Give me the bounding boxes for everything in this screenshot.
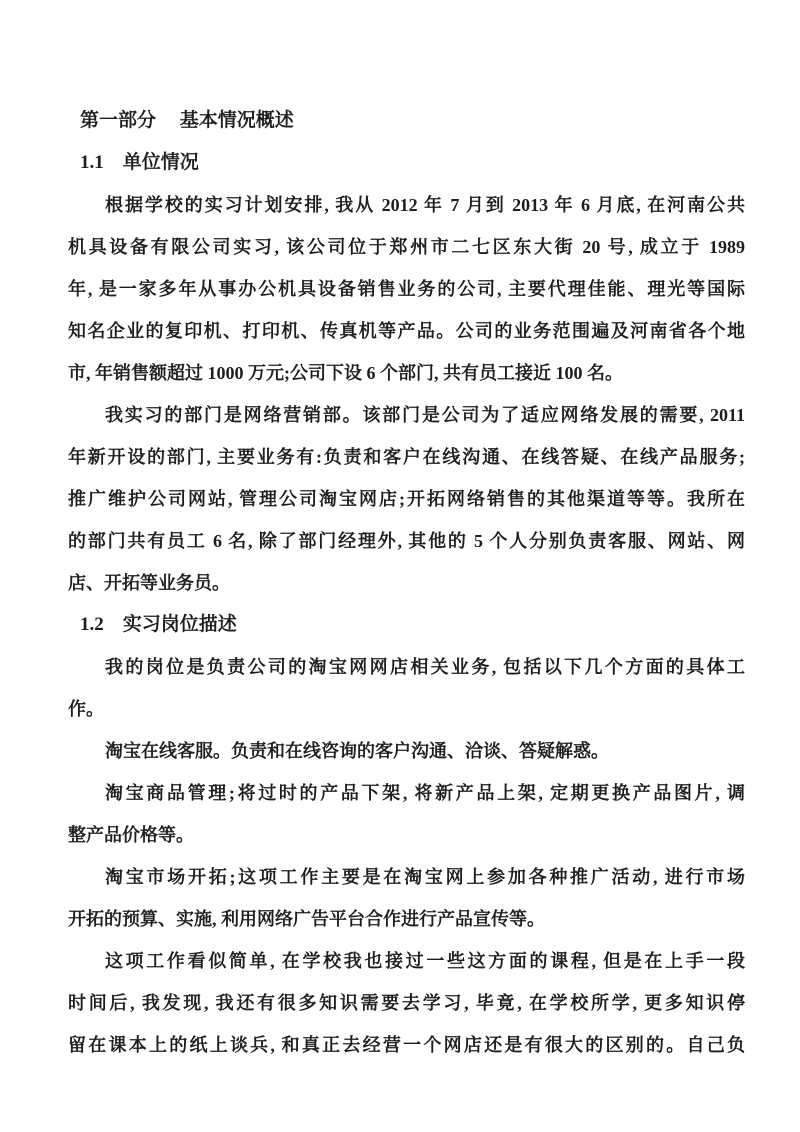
paragraph-line: 市, 年销售额超过 1000 万元;公司下设 6 个部门, 共有员工接近 100 名。 xyxy=(68,363,623,383)
paragraph-line: 推广维护公司网站, 管理公司淘宝网店;开拓网络销售的其他渠道等等。我所在 xyxy=(68,489,745,509)
paragraph-line: 知名企业的复印机、打印机、传真机等产品。公司的业务范围遍及河南省各个地 xyxy=(68,321,745,341)
paragraph-line: 淘宝商品管理;将过时的产品下架, 将新产品上架, 定期更换产品图片, 调 xyxy=(105,783,745,803)
paragraph-line: 作。 xyxy=(68,699,104,719)
paragraph-line: 这项工作看似简单, 在学校我也接过一些这方面的课程, 但是在上手一段 xyxy=(105,951,745,971)
part-heading: 第一部分 基本情况概述 xyxy=(80,110,294,131)
paragraph-line: 店、开拓等业务员。 xyxy=(68,573,230,593)
paragraph-line: 我的岗位是负责公司的淘宝网网店相关业务, 包括以下几个方面的具体工 xyxy=(105,657,745,677)
paragraph-line: 年, 是一家多年从事办公机具设备销售业务的公司, 主要代理佳能、理光等国际 xyxy=(68,279,745,299)
paragraph-line: 年新开设的部门, 主要业务有:负责和客户在线沟通、在线答疑、在线产品服务; xyxy=(68,447,745,467)
paragraph-line: 淘宝在线客服。负责和在线咨询的客户沟通、洽谈、答疑解惑。 xyxy=(105,741,609,761)
section-heading-1-1: 1.1 单位情况 xyxy=(80,152,199,173)
paragraph-line: 整产品价格等。 xyxy=(68,825,194,845)
paragraph-line: 留在课本上的纸上谈兵, 和真正去经营一个网店还是有很大的区别的。自己负 xyxy=(68,1035,745,1055)
document-body xyxy=(68,100,745,1066)
paragraph-line: 的部门共有员工 6 名, 除了部门经理外, 其他的 5 个人分别负责客服、网站、网 xyxy=(68,531,745,551)
paragraph-line: 我实习的部门是网络营销部。该部门是公司为了适应网络发展的需要, 2011 xyxy=(105,405,745,425)
paragraph-line: 根据学校的实习计划安排, 我从 2012 年 7 月到 2013 年 6 月底, 在河南公共 xyxy=(105,195,745,215)
paragraph-line: 机具设备有限公司实习, 该公司位于郑州市二七区东大街 20 号, 成立于 1989 xyxy=(68,237,745,257)
paragraph-line: 淘宝市场开拓;这项工作主要是在淘宝网上参加各种推广活动, 进行市场 xyxy=(105,867,745,887)
paragraph-line: 时间后, 我发现, 我还有很多知识需要去学习, 毕竟, 在学校所学, 更多知识停 xyxy=(68,993,745,1013)
paragraph-line: 开拓的预算、实施, 利用网络广告平台合作进行产品宣传等。 xyxy=(68,909,545,929)
section-heading-1-2: 1.2 实习岗位描述 xyxy=(80,614,237,635)
